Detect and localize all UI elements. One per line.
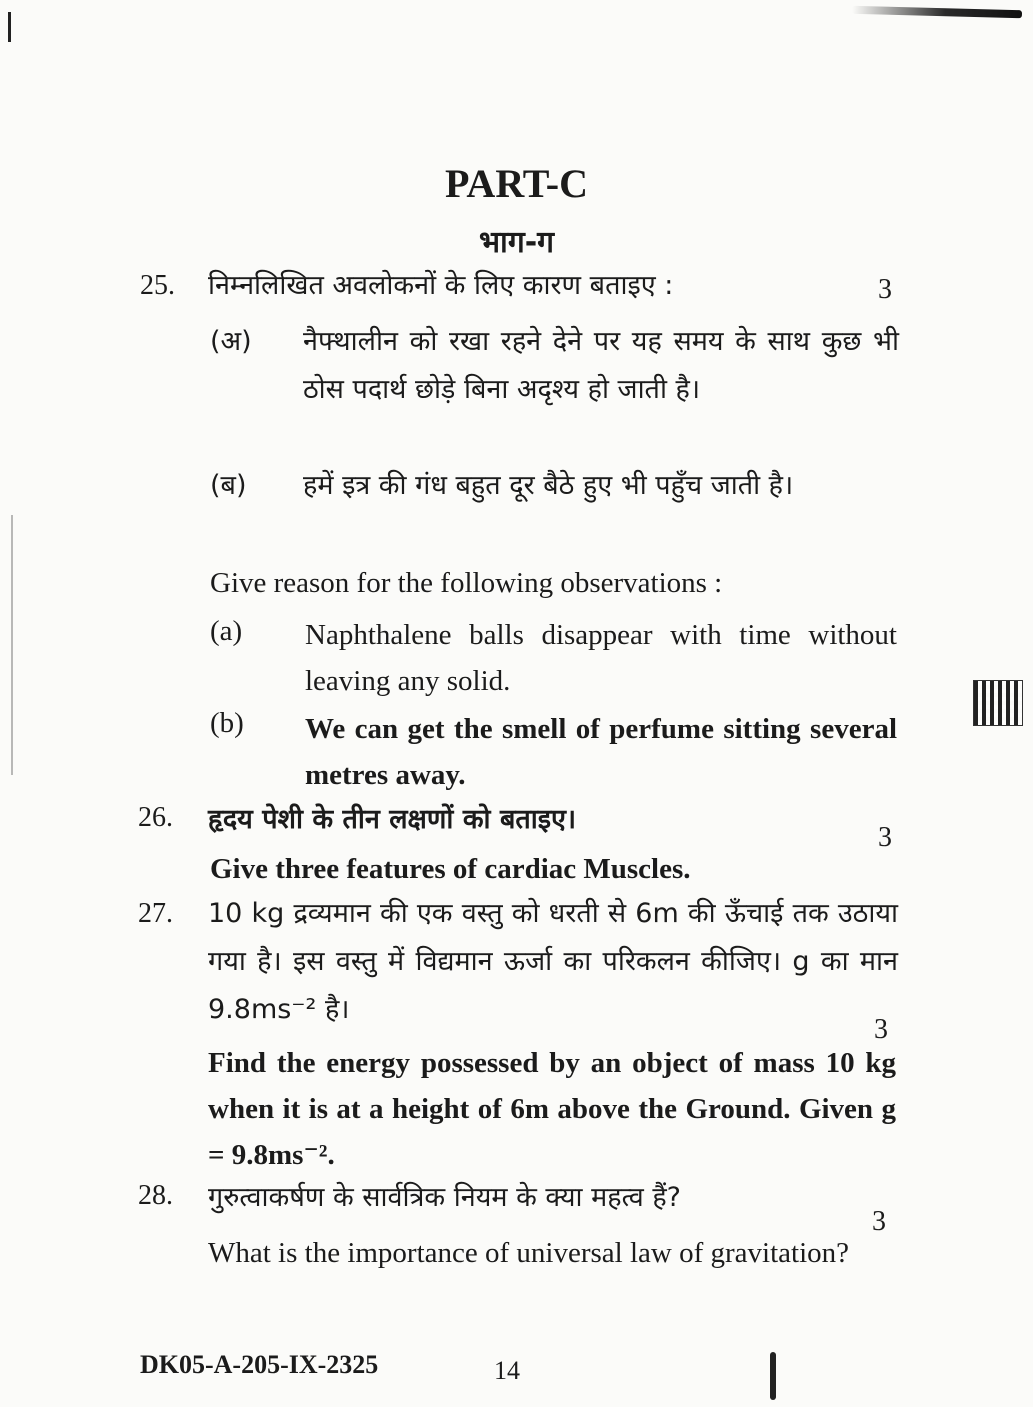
question-number: 27.	[138, 898, 173, 929]
qr-code-image	[973, 680, 1023, 726]
scan-mark-bottom	[770, 1352, 776, 1400]
question-number: 28.	[138, 1180, 173, 1211]
question-marks: 3	[872, 1206, 886, 1237]
question-marks: 3	[874, 1014, 888, 1045]
sub-text-hindi: हमें इत्र की गंध बहुत दूर बैठे हुए भी पहुँच जाती है।	[303, 470, 794, 501]
sub-label-hindi: (अ)	[210, 326, 252, 357]
paper-code: DK05-A-205-IX-2325	[140, 1350, 379, 1379]
question-text-english: Give reason for the following observations :	[210, 567, 723, 599]
scan-margin-line	[11, 515, 13, 775]
part-subtitle: भाग-ग	[478, 225, 555, 260]
question-number: 26.	[138, 802, 173, 833]
question-text-english: Find the energy possessed by an object of mass 10 kg when it is at a height of 6m above the Ground. Given g = 9.8ms⁻².	[208, 1047, 896, 1171]
sub-text-hindi: नैफ्थालीन को रखा रहने देने पर यह समय के साथ कुछ भी ठोस पदार्थ छोड़े बिना अदृश्य हो जाती है।	[303, 326, 899, 405]
sub-label-hindi: (ब)	[210, 470, 247, 501]
sub-text-english: We can get the smell of perfume sitting several metres away.	[305, 713, 897, 791]
question-text-hindi: हृदय पेशी के तीन लक्षणों को बताइए।	[208, 804, 577, 835]
question-text-hindi: गुरुत्वाकर्षण के सार्वत्रिक नियम के क्या महत्व हैं?	[208, 1182, 682, 1213]
sub-text-english: Naphthalene balls disappear with time without leaving any solid.	[305, 619, 897, 697]
question-text-hindi: निम्नलिखित अवलोकनों के लिए कारण बताइए :	[208, 270, 674, 301]
question-marks: 3	[878, 822, 892, 853]
question-text-english: What is the importance of universal law of gravitation?	[208, 1237, 850, 1269]
page-number: 14	[494, 1356, 520, 1385]
question-marks: 3	[878, 274, 892, 305]
question-text-hindi: 10 kg द्रव्यमान की एक वस्तु को धरती से 6m की ऊँचाई तक उठाया गया है। इस वस्तु में विद्यमान ऊर्जा का परिकलन कीजिए। g का मान 9.8ms⁻² है।	[208, 898, 898, 1025]
question-number: 25.	[140, 270, 175, 301]
scan-mark-left	[8, 12, 11, 42]
scan-smudge-top	[852, 6, 1022, 18]
sub-label-english: (b)	[210, 707, 244, 739]
question-text-english: Give three features of cardiac Muscles.	[210, 853, 691, 885]
sub-label-english: (a)	[210, 615, 243, 647]
part-title: PART-C	[444, 161, 589, 206]
